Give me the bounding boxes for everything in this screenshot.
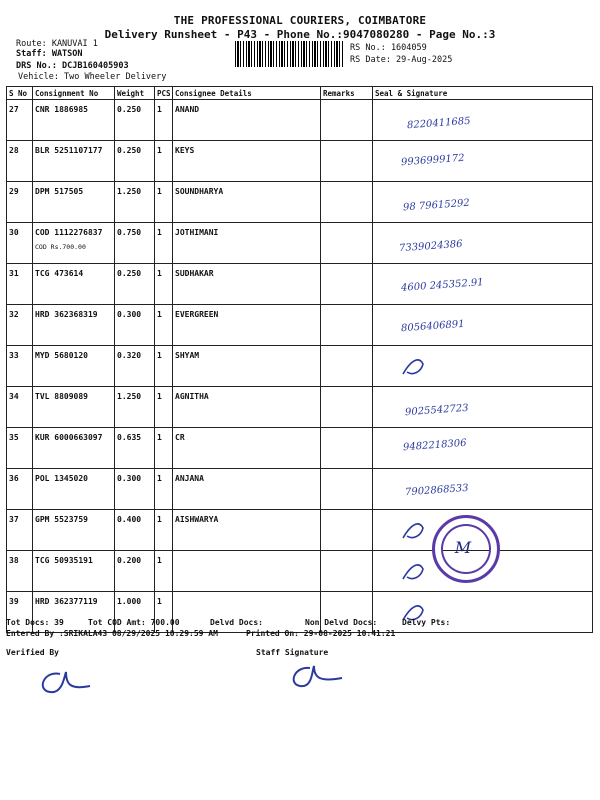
runsheet-title: Delivery Runsheet - P43 - Phone No.:9047080280 - Page No.:3 [104,28,496,41]
handwritten-signature: 9936999172 [400,152,465,169]
row-signature [373,223,593,264]
row-weight: 1.000 [115,592,155,633]
row-weight: 0.250 [115,100,155,141]
table-row [7,141,593,182]
row-consignee: SOUNDHARYA [173,182,321,223]
consignment-number: HRD 362368319 [35,310,98,319]
row-weight: 1.250 [115,182,155,223]
row-sno: 38 [7,551,33,592]
route: Route: KANUVAI 1 [16,39,98,49]
handwritten-signature: 4600 245352.91 [400,277,485,294]
row-remarks [321,305,373,346]
row-signature [373,141,593,182]
row-signature [373,182,593,223]
handwritten-signature: 7902868533 [404,482,469,499]
row-pcs: 1 [155,510,173,551]
row-signature [373,346,593,387]
row-consignment-no [33,346,115,387]
row-pcs: 1 [155,387,173,428]
row-remarks [321,428,373,469]
row-consignment-no [33,100,115,141]
row-consignee: EVERGREEN [173,305,321,346]
row-pcs: 1 [155,305,173,346]
row-signature [373,100,593,141]
row-sno: 33 [7,346,33,387]
row-pcs: 1 [155,592,173,633]
cod-amount-note: COD Rs.700.00 [35,243,86,251]
row-pcs: 1 [155,428,173,469]
row-consignment-no [33,387,115,428]
row-consignee: SUDHAKAR [173,264,321,305]
consignment-number: CNR 1886985 [35,105,88,114]
row-weight: 0.200 [115,551,155,592]
verifier-signature [30,660,100,700]
row-sno: 39 [7,592,33,633]
row-sno: 32 [7,305,33,346]
handwritten-signature: 7339024386 [398,238,463,255]
rs-number: RS No.: 1604059 [350,43,427,53]
table-row [7,100,593,141]
row-consignee: ANJANA [173,469,321,510]
entered-by: Entered By :SRIKALA43 08/29/2025 10:29:59 AM [6,629,218,638]
row-weight: 0.300 [115,469,155,510]
col-consignment: Consignment No [33,87,115,100]
row-sno: 31 [7,264,33,305]
row-weight: 0.635 [115,428,155,469]
row-sno: 28 [7,141,33,182]
row-consignee: SHYAM [173,346,321,387]
consignment-number: TCG 473614 [35,269,84,278]
staff-signature-label: Staff Signature [256,648,329,657]
row-signature [373,428,593,469]
row-consignee [173,551,321,592]
consignment-number: MYD 5680120 [35,351,88,360]
row-signature [373,469,593,510]
row-pcs: 1 [155,223,173,264]
row-consignment-no [33,305,115,346]
row-consignee: JOTHIMANI [173,223,321,264]
row-signature [373,264,593,305]
table-row [7,346,593,387]
consignment-number: COD 1112276837 [35,228,103,237]
row-sno: 27 [7,100,33,141]
table-row [7,305,593,346]
vehicle: Vehicle: Two Wheeler Delivery [18,72,167,82]
non-delivered-docs: Non Delvd Docs: [305,618,378,627]
row-consignment-no [33,510,115,551]
col-remarks: Remarks [321,87,373,100]
row-remarks [321,469,373,510]
total-docs: Tot Docs: 39 [6,618,64,627]
row-signature [373,387,593,428]
row-weight: 0.300 [115,305,155,346]
consignment-number: BLR 5251107177 [35,146,103,155]
row-consignee: AISHWARYA [173,510,321,551]
table-header-row [7,87,593,100]
table-row [7,223,593,264]
handwritten-signature: 98 79615292 [402,197,471,214]
row-sno: 34 [7,387,33,428]
row-pcs: 1 [155,264,173,305]
delivery-points: Delvy Pts: [402,618,451,627]
row-remarks [321,387,373,428]
verified-by-label: Verified By [6,648,59,657]
row-remarks [321,182,373,223]
handwritten-signature: 8220411685 [406,115,471,132]
consignment-number: KUR 6000663097 [35,433,103,442]
consignment-number: TCG 50935191 [35,556,93,565]
rs-date: RS Date: 29-Aug-2025 [350,55,453,65]
row-pcs: 1 [155,469,173,510]
col-weight: Weight [115,87,155,100]
row-consignment-no [33,141,115,182]
handwritten-signature: 9482218306 [402,437,467,454]
company-title: THE PROFESSIONAL COURIERS, COIMBATORE [173,14,427,27]
row-weight: 0.400 [115,510,155,551]
row-consignment-no [33,469,115,510]
row-remarks [321,264,373,305]
row-weight: 1.250 [115,387,155,428]
row-weight: 0.320 [115,346,155,387]
handwritten-signature: 8056406891 [400,318,465,335]
handwritten-mark [397,350,457,380]
table-row [7,551,593,592]
row-sno: 37 [7,510,33,551]
row-weight: 0.250 [115,264,155,305]
consignment-number: DPM 517505 [35,187,84,196]
consignment-number: TVL 8809089 [35,392,88,401]
col-consignee: Consignee Details [173,87,321,100]
row-consignee: CR [173,428,321,469]
staff-signature [282,658,352,694]
row-pcs: 1 [155,100,173,141]
svg-text:M: M [454,538,472,557]
staff: Staff: WATSON [16,49,83,59]
delivered-docs: Delvd Docs: [210,618,263,627]
row-remarks [321,100,373,141]
row-consignment-no [33,264,115,305]
row-pcs: 1 [155,141,173,182]
row-remarks [321,346,373,387]
consignment-number: GPM 5523759 [35,515,88,524]
table-row [7,182,593,223]
consignment-number: POL 1345020 [35,474,88,483]
row-remarks [321,510,373,551]
row-sno: 30 [7,223,33,264]
table-row [7,264,593,305]
consignment-number: HRD 362377119 [35,597,98,606]
row-consignment-no [33,428,115,469]
row-pcs: 1 [155,551,173,592]
row-consignment-no [33,182,115,223]
table-row [7,510,593,551]
col-sno: S No [7,87,33,100]
drs-number: DRS No.: DCJB160405903 [16,61,129,71]
row-sno: 29 [7,182,33,223]
table-row [7,387,593,428]
table-row [7,428,593,469]
company-seal [432,515,500,583]
row-consignment-no [33,551,115,592]
row-consignment-no [33,223,115,264]
printed-on: Printed On: 29-08-2025 10:41:21 [246,629,396,638]
row-pcs: 1 [155,346,173,387]
row-weight: 0.750 [115,223,155,264]
row-sno: 35 [7,428,33,469]
barcode [235,41,343,67]
row-remarks [321,141,373,182]
row-remarks [321,223,373,264]
row-sno: 36 [7,469,33,510]
row-signature [373,305,593,346]
row-remarks [321,551,373,592]
row-weight: 0.250 [115,141,155,182]
table-row [7,469,593,510]
total-cod: Tot COD Amt: 700.00 [88,618,180,627]
runsheet-table [6,86,593,633]
col-pcs: PCS [155,87,173,100]
col-signature: Seal & Signature [373,87,593,100]
row-consignee: KEYS [173,141,321,182]
handwritten-signature: 9025542723 [404,402,469,419]
row-consignee: ANAND [173,100,321,141]
row-pcs: 1 [155,182,173,223]
row-consignee: AGNITHA [173,387,321,428]
